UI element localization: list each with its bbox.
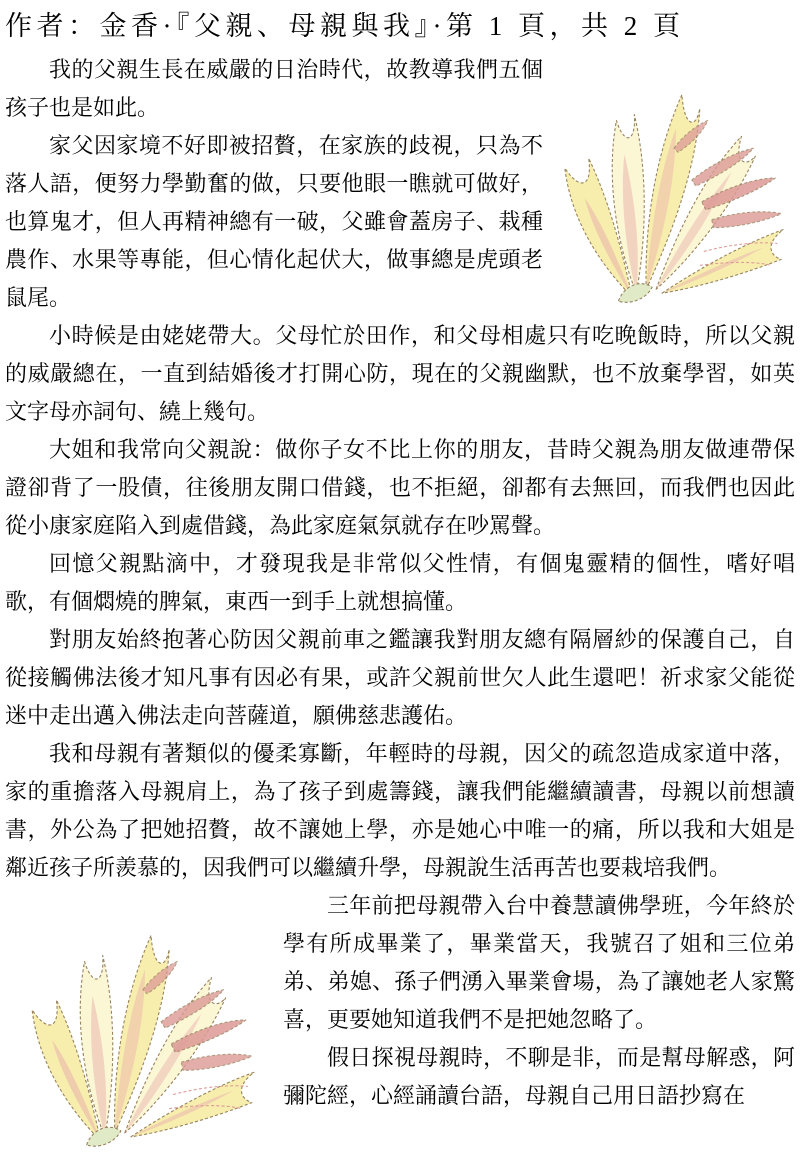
paragraph: 對朋友始終抱著心防因父親前車之鑑讓我對朋友總有隔層紗的保護自己，自從接觸佛法後才知凡事有因必有果，或許父親前世欠人此生還吧！祈求家父能從迷中走出邁入佛法走向菩薩道，願佛慈悲護佑。 bbox=[5, 626, 795, 728]
paragraph: 小時候是由姥姥帶大。父母忙於田作，和父母相處只有吃晚飯時，所以父親的威嚴總在，一直到結婚後才打開心防，現在的父親幽默，也不放棄學習，如英文字母亦詞句、繞上幾句。 bbox=[5, 322, 795, 424]
paragraph: 大姐和我常向父親說：做你子女不比上你的朋友，昔時父親為朋友做連帶保證卻背了一股債，往後朋友開口借錢，也不拒絕，卻都有去無回，而我們也因此從小康家庭陷入到處借錢，為此家庭氣氛就存在吵罵聲。 bbox=[5, 436, 795, 538]
paragraph: 三年前把母親帶入台中養慧讀佛學班，今年終於學有所成畢業了，畢業當天，我號召了姐和三位弟弟、弟媳、孫子們湧入畢業會場，為了讓她老人家驚喜，更要她知道我們不是把她忽略了。 bbox=[283, 892, 795, 1032]
paragraph: 我的父親生長在威嚴的日治時代，故教導我們五個孩子也是如此。 bbox=[5, 56, 543, 120]
paragraph: 家父因家境不好即被招贅，在家族的歧視，只為不落人語，便努力學勤奮的做，只要他眼一瞧就可做好，也算鬼才，但人再精神總有一破，父雖會蓋房子、栽種農作、水果等專能，但心情化起伏大，做事總是虎頭老鼠尾。 bbox=[5, 132, 543, 310]
paragraph: 假日探視母親時，不聊是非，而是幫母解惑，阿彌陀經，心經誦讀台語，母親自己用日語抄寫在 bbox=[283, 1044, 795, 1108]
lily-flowers-icon bbox=[553, 53, 795, 311]
document-body bbox=[5, 51, 795, 1115]
lily-bouquet-illustration-top-right bbox=[553, 53, 795, 311]
lily-bouquet-illustration-bottom-left bbox=[17, 893, 269, 1155]
paragraph: 我和母親有著類似的優柔寡斷，年輕時的母親，因父的疏忽造成家道中落，家的重擔落入母親肩上，為了孩子到處籌錢，讓我們能繼續讀書，母親以前想讀書，外公為了把她招贅，故不讓她上學，亦是她心中唯一的痛，所以我和大姐是鄰近孩子所羨慕的，因我們可以繼續升學，母親說生活再苦也要栽培我們。 bbox=[5, 740, 795, 880]
paragraph: 回憶父親點滴中，才發現我是非常似父性情，有個鬼靈精的個性，嗜好唱歌，有個燜燒的脾氣，東西一到手上就想搞懂。 bbox=[5, 550, 795, 614]
document-title: 作者：金香·『父親、母親與我』·第 1 頁，共 2 頁 bbox=[5, 11, 685, 41]
lily-flowers-icon bbox=[17, 893, 269, 1155]
